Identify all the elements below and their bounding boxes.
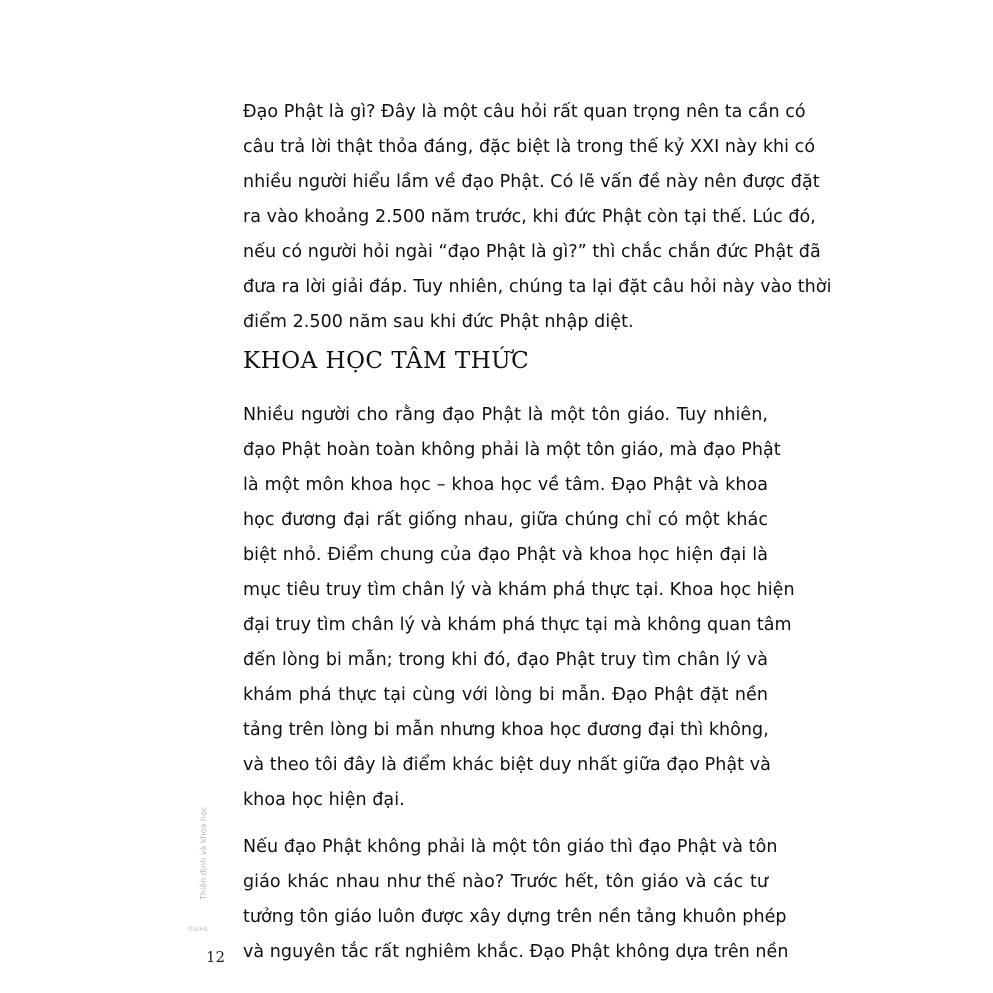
science-line-6: mục tiêu truy tìm chân lý và khám phá thực tại. Khoa học hiện <box>243 580 795 600</box>
science-line-4: học đương đại rất giống nhau, giữa chúng chỉ có một khác <box>243 510 768 530</box>
religion-line-4: và nguyên tắc rất nghiêm khắc. Đạo Phật không dựa trên nền <box>243 942 789 962</box>
publisher-mark: tháiHà <box>188 926 208 933</box>
intro-line-2: câu trả lời thật thỏa đáng, đặc biệt là trong thế kỷ XXI này khi có <box>243 137 816 157</box>
science-line-5: biệt nhỏ. Điểm chung của đạo Phật và khoa học hiện đại là <box>243 545 768 565</box>
religion-line-2: giáo khác nhau như thế nào? Trước hết, tôn giáo và các tư <box>243 872 768 892</box>
intro-line-1: Đạo Phật là gì? Đây là một câu hỏi rất quan trọng nên ta cần có <box>243 102 806 122</box>
intro-line-3: nhiều người hiểu lầm về đạo Phật. Có lẽ vấn đề này nên được đặt <box>243 172 820 192</box>
religion-line-1: Nếu đạo Phật không phải là một tôn giáo thì đạo Phật và tôn <box>243 837 778 857</box>
science-line-10: tảng trên lòng bi mẫn nhưng khoa học đương đại thì không, <box>243 720 769 740</box>
science-line-8: đến lòng bi mẫn; trong khi đó, đạo Phật truy tìm chân lý và <box>243 650 768 670</box>
science-line-11: và theo tôi đây là điểm khác biệt duy nhất giữa đạo Phật và <box>243 755 771 775</box>
intro-line-6: đưa ra lời giải đáp. Tuy nhiên, chúng ta lại đặt câu hỏi này vào thời <box>243 277 832 297</box>
science-line-3: là một môn khoa học – khoa học về tâm. Đạo Phật và khoa <box>243 475 768 495</box>
science-line-2: đạo Phật hoàn toàn không phải là một tôn giáo, mà đạo Phật <box>243 440 781 460</box>
religion-line-3: tưởng tôn giáo luôn được xây dựng trên nền tảng khuôn phép <box>243 907 787 927</box>
intro-line-7: điểm 2.500 năm sau khi đức Phật nhập diệt. <box>243 312 634 332</box>
margin-running-title: Thiền định và khoa học <box>199 806 208 900</box>
page-number: 12 <box>206 948 226 966</box>
science-line-1: Nhiều người cho rằng đạo Phật là một tôn giáo. Tuy nhiên, <box>243 405 768 425</box>
section-heading: KHOA HỌC TÂM THỨC <box>243 348 530 374</box>
intro-line-4: ra vào khoảng 2.500 năm trước, khi đức Phật còn tại thế. Lúc đó, <box>243 207 816 227</box>
science-line-12: khoa học hiện đại. <box>243 790 405 810</box>
science-line-7: đại truy tìm chân lý và khám phá thực tại mà không quan tâm <box>243 615 792 635</box>
intro-line-5: nếu có người hỏi ngài “đạo Phật là gì?” thì chắc chắn đức Phật đã <box>243 242 821 262</box>
science-line-9: khám phá thực tại cùng với lòng bi mẫn. Đạo Phật đặt nền <box>243 685 768 705</box>
